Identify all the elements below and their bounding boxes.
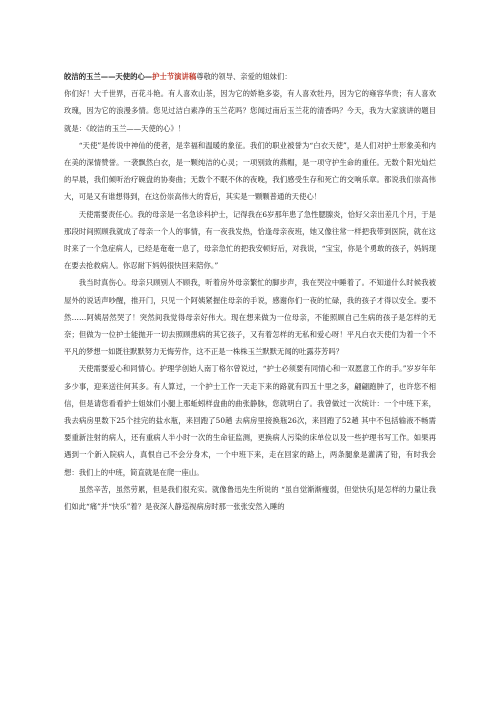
speech-title-highlight: 护士节演讲稿 [152,72,197,81]
speech-title: 皎洁的玉兰——天使的心— [64,72,153,81]
paragraph-intro: 你们好！大千世界，百花斗艳。有人喜欢山茶，因为它的娇艳多姿，有人喜欢牡丹，因为它的雍容华贵；有人喜欢玫瑰，因为它的浪漫多情。您见过洁白素净的玉兰花吗？您闻过南后玉兰花的清香吗？今天，我为大家演讲的题目就是：《皎洁的玉兰——天使的心》！ [64,89,436,133]
paragraph-compassion: 天使需要爱心和同情心。护理学创始人南丁格尔曾说过，“护士必须要有同情心和一双愿意工作的手。”岁岁年年多少事，迎来送往何其多。有人算过，一个护士工作一天走下来的路就有四五十里之多，翩翩跑肿了，也许您不相信，但是请您看看护士姐妹们小腿上那蚯蚓样盘曲的曲张静脉，您就明白了。我曾做过一次统计：一个中班下来，我去病房里数下25个挂完的盐水瓶，来回跑了50趟 去病房里接换瓶26次，来回跑了52趟 其中不包括输液不畅需要重新注射的病人，还有重病人半小时一次的生命征监测，更换病人污染的床单位以及一些护理书写工作。如果再遇到一个新入院病人，真恨自己不会分身术，一个中班下来，走在回家的路上，两条腿象是灌满了铅，有时我会想：我们上的中班，简直就是在爬一座山。 [64,364,436,477]
paragraph-mother: 我当时真伤心。母亲只顾别人不顾我，听着房外母亲繁忙的脚步声，我在哭泣中睡着了。不知道什么时候我被屋外的说话声吵醒，推开门，只见一个阿姨紧握住母亲的手说，感谢你们一夜的忙碌，我的孩子才得以安全。要不然……阿姨居然哭了！突然间我觉得母亲好伟大。现在想来做为一位母亲，不能照顾自己生病的孩子是怎样的无奈；但做为一位护士能抛开一切去照顾患病的其它孩子，又有着怎样的无私和爱心呀！平凡白衣天使们为着一个不平凡的梦想一如既往默默努力无悔劳作，这不正是一株株玉兰默默无闻的吐露芬芳吗？ [64,278,436,357]
salutation: 尊敬的领导、亲爱的姐妹们： [196,72,292,81]
document-heading [64,68,436,85]
paragraph-angel: “天使”是传说中神仙的使者，是幸福和温暖的象征。我们的职业被誉为“白衣天使”，是人们对护士形象美和内在美的深情赞誉。一袭飘然白衣，是一颗纯洁的心灵；一项别致的燕帽，是一项守护生命的重任。无数个阳光灿烂的早晨，我们倾听治疗碗盘的协奏曲；无数个不眠不休的夜晚，我们感受生存和死亡的交响乐章。都说我们崇高伟大，可是又有谁想得到，在这份崇高伟大的背后，其实是一颗颗普通的天使心！ [64,140,436,202]
document-page [64,68,436,515]
paragraph-fulfillment: 虽然辛苦，虽然劳累，但是我们很充实。就像鲁迅先生所说的 “虽自觉渐渐瘦弱，但觉快乐J是怎样的力量让我们如此“痛”并“快乐”着？是夜深人静巡视病房时那一张张安然入睡的 [64,484,436,512]
paragraph-responsibility: 天使需要责任心。我的母亲是一名急诊科护士，记得我在6岁那年患了急性腮腺炎，恰好父亲出差几个月，于是那段时间照顾我就成了母亲一个人的事情，有一夜我发热，恰逢母亲夜班，她又像往常一样把我带到医院，就在这时来了一个急症病人，已经是奄奄一息了，母亲急忙的把我安顿好后，对我说，“宝宝，你是个勇敢的孩子，妈妈现在要去抢救病人。你忍耐下妈妈很快回来陪你。” [64,209,436,271]
